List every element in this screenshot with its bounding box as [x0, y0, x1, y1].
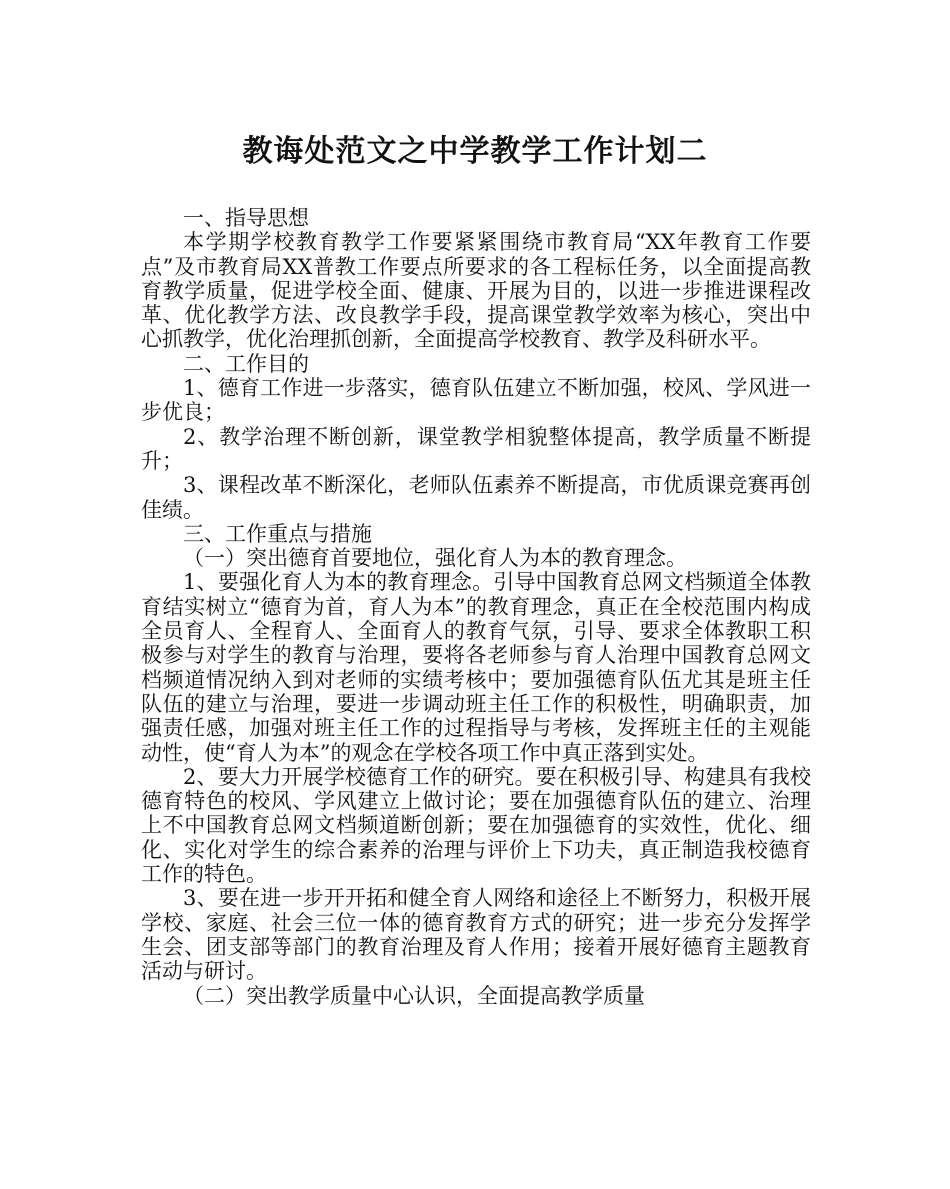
list-item: 1、德育工作进一步落实，德育队伍建立不断加强，校风、学风进一步优良；	[141, 376, 811, 425]
list-item: 2、教学治理不断创新，课堂教学相貌整体提高，教学质量不断提升；	[141, 424, 811, 473]
section-heading: 二、工作目的	[183, 351, 309, 376]
list-item: 3、课程改革不断深化，老师队伍素养不断提高，市优质课竞赛再创佳绩。	[141, 473, 811, 522]
paragraph: 2、要大力开展学校德育工作的研究。要在积极引导、构建具有我校德育特色的校风、学风建立上做讨论；要在加强德育队伍的建立、治理上不中国教育总网文档频道断创新；要在加强德育的实效性，优化、细化、实化对学生的综合素养的治理与评价上下功夫，真正制造我校德育工作的特色。	[141, 764, 811, 887]
paragraph: 1、要强化育人为本的教育理念。引导中国教育总网文档频道全体教育结实树立“德育为首，育人为本”的教育理念，真正在全校范围内构成全员育人、全程育人、全面育人的教育气氛，引导、要求全体教职工积极参与对学生的教育与治理，要将各老师参与育人治理中国教育总网文档频道情况纳入到对老师的实绩考核中；要加强德育队伍尤其是班主任队伍的建立与治理，要进一步调动班主任工作的积极性，明确职责，加强责任感，加强对班主任工作的过程指导与考核，发挥班主任的主观能动性，使“育人为本”的观念在学校各项工作中真正落到实处。	[141, 570, 811, 765]
document-body	[141, 206, 811, 1008]
section-heading: 三、工作重点与措施	[183, 521, 372, 546]
subsection-heading: （二）突出教学质量中心认识，全面提高教学质量	[183, 983, 645, 1008]
section-heading: 一、指导思想	[183, 206, 309, 230]
document-title: 教诲处范文之中学教学工作计划二	[242, 134, 708, 169]
subsection-heading: （一）突出德育首要地位，强化育人为本的教育理念。	[183, 546, 687, 571]
paragraph: 本学期学校教育教学工作要紧紧围绕市教育局“XX年教育工作要点”及市教育局XX普教工作要点所要求的各工程标任务，以全面提高教育教学质量，促进学校全面、健康、开展为目的，以进一步推进课程改革、优化教学方法、改良教学手段，提高课堂教学效率为核心，突出中心抓教学，优化治理抓创新，全面提高学校教育、教学及科研水平。	[141, 230, 811, 352]
paragraph: 3、要在进一步开开拓和健全育人网络和途径上不断努力，积极开展学校、家庭、社会三位一体的德育教育方式的研究；进一步充分发挥学生会、团支部等部门的教育治理及育人作用；接着开展好德育主题教育活动与研讨。	[141, 886, 811, 984]
